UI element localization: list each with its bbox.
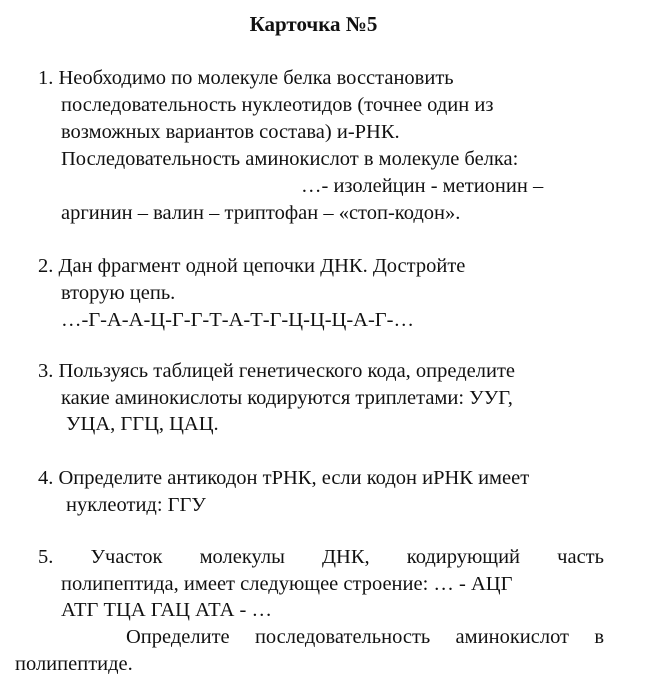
card-title: Карточка №5: [249, 12, 378, 36]
task-1-line-2: последовательность нуклеотидов (точнее один из: [61, 94, 494, 116]
task-4-line-1: 4. Определите антикодон тРНК, если кодон иРНК имеет: [38, 467, 530, 489]
task-5-line-3: АТГ ТЦА ГАЦ АТА - …: [61, 599, 272, 621]
task-2-line-1: 2. Дан фрагмент одной цепочки ДНК. Достройте: [38, 255, 466, 277]
task-2-line-3: …-Г-А-А-Ц-Г-Г-Т-А-Т-Г-Ц-Ц-Ц-А-Г-…: [61, 309, 414, 331]
task-5-line-4: Определите последовательность аминокислот в: [126, 626, 604, 648]
task-5-line-2: полипептида, имеет следующее строение: … - АЦГ: [61, 573, 513, 595]
task-5-line-5: полипептиде.: [15, 653, 133, 675]
task-1-line-4: Последовательность аминокислот в молекуле белка:: [61, 148, 519, 170]
task-5-line-1: 5. Участок молекулы ДНК, кодирующий часть: [38, 546, 604, 568]
task-4-line-2: нуклеотид: ГГУ: [66, 494, 206, 516]
task-3-line-1: 3. Пользуясь таблицей генетического кода, определите: [38, 360, 516, 382]
task-2-line-2: вторую цепь.: [61, 282, 176, 304]
task-1-line-6: аргинин – валин – триптофан – «стоп-кодон».: [61, 202, 461, 224]
task-3-line-3: УЦА, ГГЦ, ЦАЦ.: [66, 413, 219, 435]
task-1-line-3: возможных вариантов состава) и-РНК.: [61, 121, 400, 143]
task-1-line-5: …- изолейцин - метионин –: [301, 175, 544, 197]
task-1-line-1: 1. Необходимо по молекуле белка восстановить: [38, 67, 454, 89]
task-3-line-2: какие аминокислоты кодируются триплетами: УУГ,: [61, 387, 513, 409]
